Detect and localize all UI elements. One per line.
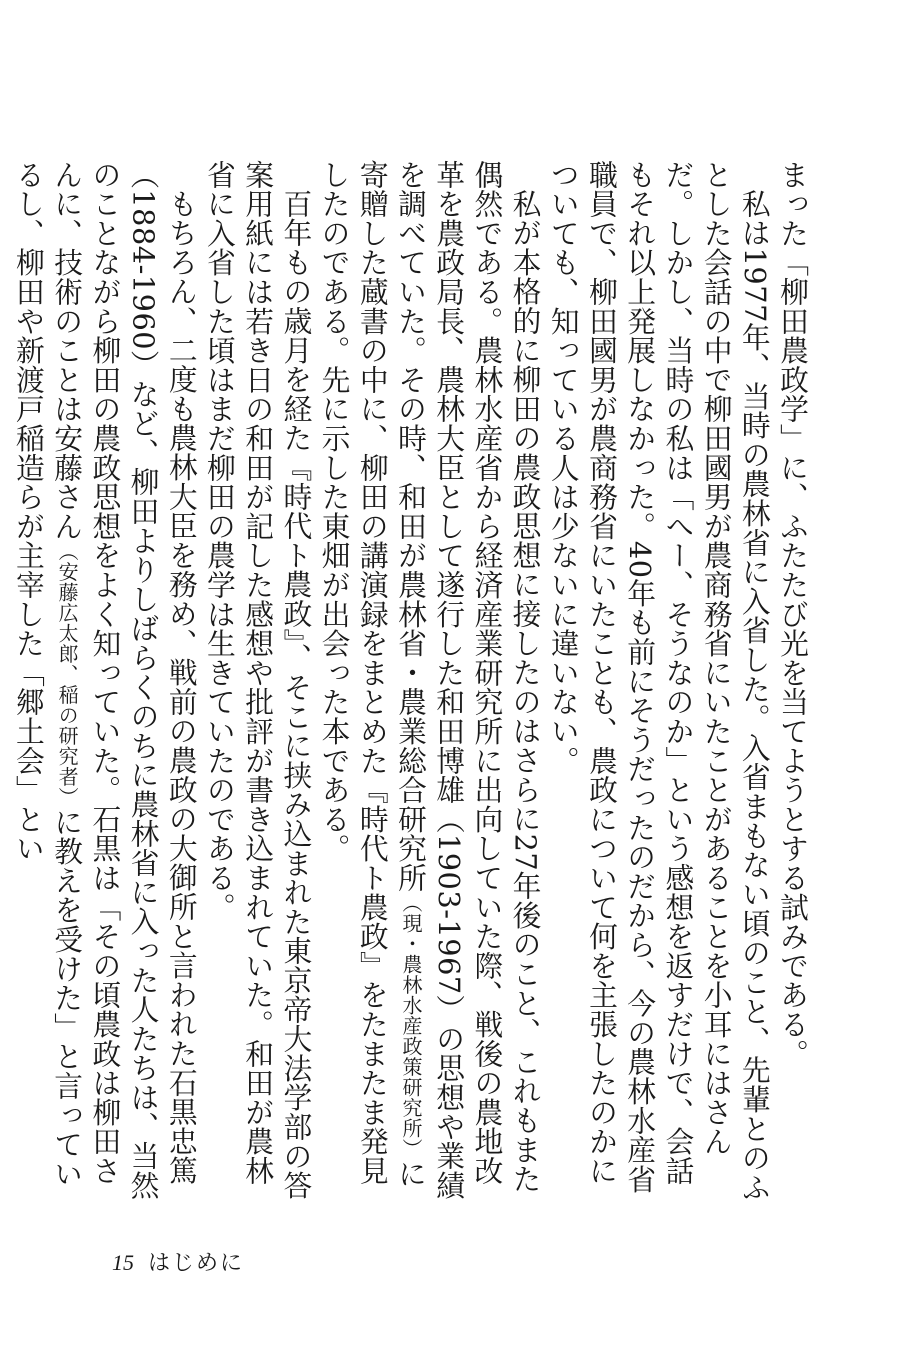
running-head: はじめに — [148, 1251, 245, 1276]
page-footer — [112, 1246, 244, 1277]
text-segment: 私が本格的に柳田の農政思想に接したのはさらに27年後のこと、これもまた偶然である。農林水産省から経済産業研究所に出向していた際、戦後の農地改革を農政局長、農林大臣として遂行した和田博雄 — [432, 160, 543, 1194]
text-segment: 私は1977年、当時の農林省に入省した。入省まもない頃のこと、先輩とのふとした会話の中で柳田國男が農商務省にいたことがあることを小耳にはさんだ。しかし、当時の私は「へー、そうなのか」という感想を返すだけで、会話もそれ以上発展しなかった。40年も前にそうだったのだから、今の農林水産省職員で、柳田國男が農商務省にいたことも、農政について何を主張したのかについても、知っている人は少ないに違いない。 — [546, 160, 772, 1202]
text-segment: まった「柳田農政学」に、ふたたび光を当てようとする試みである。 — [776, 160, 810, 1069]
text-segment: に寄贈した蔵書の中に、柳田の講演録をまとめた『時代ト農政』をたまたま発見したのである。先に示した東畑が出会った本である。 — [317, 160, 428, 1189]
text-segment: など、柳田よりしばらくのちに農林省に入った人たちは、当然のことながら柳田の農政思想をよく知っていた。石黒は「その頃農政は柳田さんに、技術のことは安藤さん — [50, 160, 161, 1200]
text-segment: （1903-1967） — [432, 804, 467, 1025]
paragraph — [315, 160, 544, 1206]
text-segment: に教えを受けた」と言っているし、柳田や新渡戸稲造らが主宰した「郷土会」とい — [11, 160, 85, 1189]
text-segment: 百年もの歳月を経た『時代ト農政』、そこに挟み込まれた東京帝大法学部の答案用紙には若き日の和田が記した感想や批評が書き込まれていた。和田が農林省に入省した頃はまだ柳田の農学は生きていたのである。 — [202, 160, 314, 1200]
inline-note: （安藤広太郎、稲の研究者） — [55, 540, 80, 808]
inline-note: （現・農林水産政策研究所） — [398, 892, 423, 1159]
vertical-text-body — [11, 160, 812, 1206]
paragraph — [201, 160, 316, 1206]
paragraph — [10, 160, 201, 1206]
paragraph — [545, 160, 774, 1206]
text-segment: （1884-1960） — [126, 160, 161, 380]
text-segment: の思想や業績を調べていた。その時、和田が農林省・農業総合研究所 — [393, 160, 467, 1200]
page-number: 15 — [112, 1250, 134, 1275]
text-segment: もちろん、二度も農林大臣を務め、戦前の農政の大御所と言われた石黒忠篤 — [164, 188, 199, 1185]
paragraph — [774, 160, 812, 1206]
